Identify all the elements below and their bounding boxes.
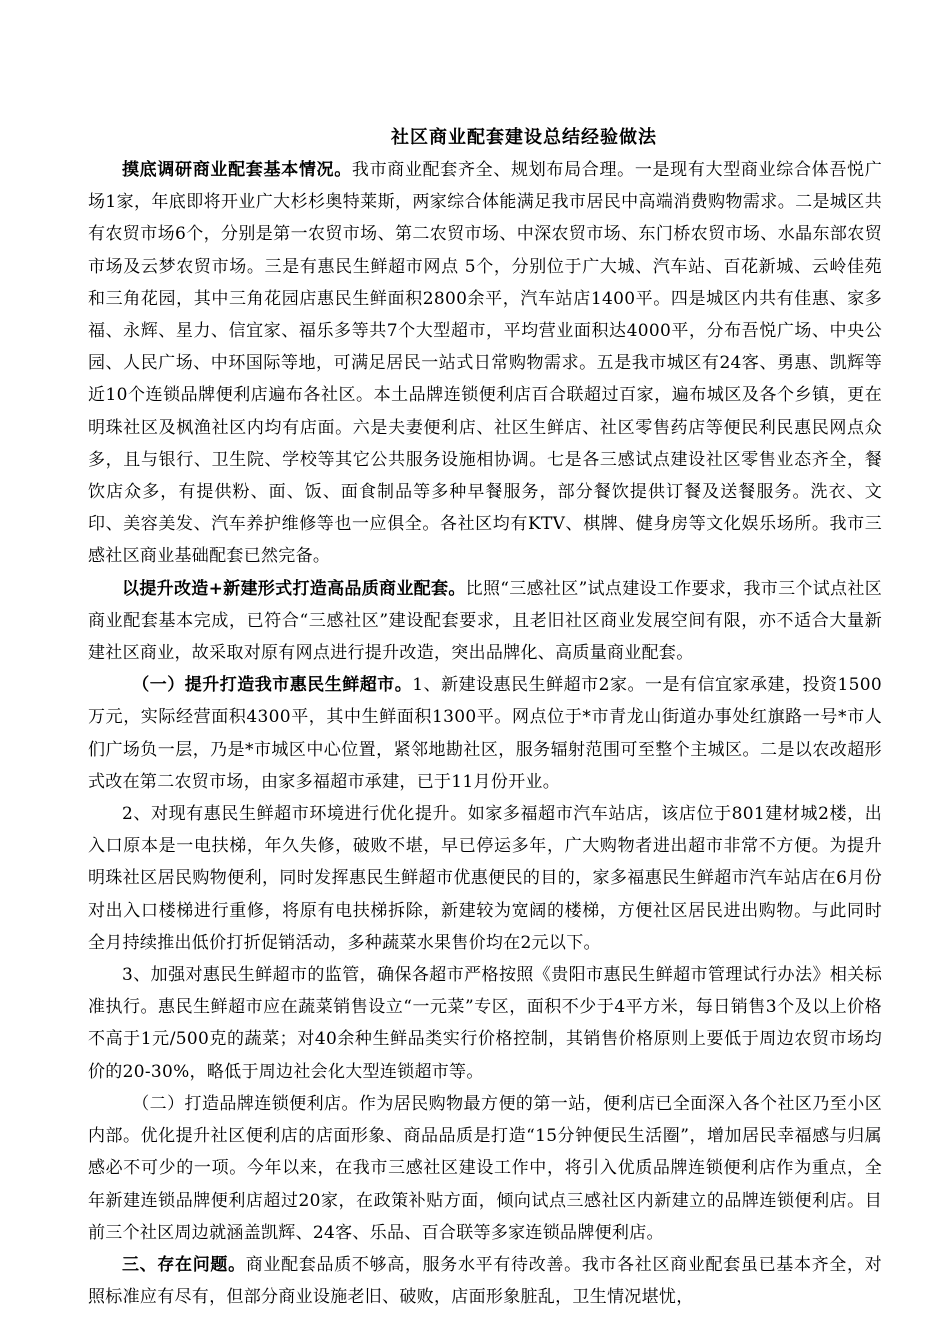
paragraph-section-2	[88, 1088, 882, 1249]
paragraph-body: （二）打造品牌连锁便利店。作为居民购物最方便的第一站，便利店已全面深入各个社区乃至小区内部。优化提升社区便利店的店面形象、商品品质是打造“15分钟便民生活圈”，增加居民幸福感与归属感必不可少的一项。今年以来，在我市三感社区建设工作中，将引入优质品牌连锁便利店作为重点，全年新建连锁品牌便利店超过20家，在政策补贴方面，倾向试点三感社区内新建立的品牌连锁便利店。目前三个社区周边就涵盖凯辉、24客、乐品、百合联等多家连锁品牌便利店。	[88, 1093, 882, 1243]
paragraph-lead: 摸底调研商业配套基本情况。	[122, 160, 352, 180]
paragraph-lead: （一）提升打造我市惠民生鲜超市。	[132, 675, 413, 696]
paragraph-lead: 以提升改造+新建形式打造高品质商业配套。	[122, 578, 466, 599]
paragraph-body: 3、加强对惠民生鲜超市的监管，确保各超市严格按照《贵阳市惠民生鲜超市管理试行办法》相关标准执行。惠民生鲜超市应在蔬菜销售设立“一元菜”专区，面积不少于4平方米，每日销售3个及以上价格不高于1元/500克的蔬菜；对40余种生鲜品类实行价格控制，其销售价格原则上要低于周边农贸市场均价的20-30%，略低于周边社会化大型连锁超市等。	[88, 965, 882, 1082]
paragraph-body: 商业配套品质不够高，服务水平有待改善。我市各社区商业配套虽已基本齐全，对照标准应有尽有，但部分商业设施老旧、破败，店面形象脏乱，卫生情况堪忧，	[88, 1254, 882, 1308]
paragraph-item-2	[88, 798, 882, 959]
paragraph-survey	[88, 154, 882, 573]
paragraph-body: 我市商业配套齐全、规划布局合理。一是现有大型商业综合体吾悦广场1家，年底即将开业广大杉杉奥特莱斯，两家综合体能满足我市居民中高端消费购物需求。二是城区共有农贸市场6个，分别是第一农贸市场、第二农贸市场、中深农贸市场、东门桥农贸市场、水晶东部农贸市场及云梦农贸市场。三是有惠民生鲜超市网点 5个，分别位于广大城、汽车站、百花新城、云岭佳苑和三角花园，其中三角花园店惠民生鲜面积2800余平，汽车站店1400平。四是城区内共有佳惠、家多福、永辉、星力、信宜家、福乐多等共7个大型超市，平均营业面积达4000平，分布吾悦广场、中央公园、人民广场、中环国际等地，可满足居民一站式日常购物需求。五是我市城区有24客、勇惠、凯辉等近10个连锁品牌便利店遍布各社区。本土品牌连锁便利店百合联超过百家，遍布城区及各个乡镇，更在明珠社区及枫渔社区内均有店面。六是夫妻便利店、社区生鲜店、社区零售药店等便民利民惠民网点众多，且与银行、卫生院、学校等其它公共服务设施相协调。七是各三感试点建设社区零售业态齐全，餐饮店众多，有提供粉、面、饭、面食制品等多种早餐服务，部分餐饮提供订餐及送餐服务。洗衣、文印、美容美发、汽车养护维修等也一应俱全。各社区均有KTV、棋牌、健身房等文化娱乐场所。我市三感社区商业基础配套已然完备。	[88, 160, 883, 567]
paragraph-problems	[88, 1249, 882, 1313]
document-title: 社区商业配套建设总结经验做法	[391, 127, 657, 148]
paragraph-upgrade	[88, 573, 882, 670]
document-page	[88, 122, 882, 1313]
paragraph-body: 2、对现有惠民生鲜超市环境进行优化提升。如家多福超市汽车站店，该店位于801建材城2楼，出入口原本是一电扶梯，年久失修，破败不堪，早已停运多年，广大购物者进出超市非常不方便。为提升明珠社区居民购物便利，同时发挥惠民生鲜超市优惠便民的目的，家多福惠民生鲜超市汽车站店在6月份对出入口楼梯进行重修，将原有电扶梯拆除，新建较为宽阔的楼梯，方便社区居民进出购物。与此同时全月持续推出低价打折促销活动，多种蔬菜水果售价均在2元以下。	[88, 804, 882, 953]
paragraph-section-1	[88, 669, 882, 798]
paragraph-body: 比照“三感社区”试点建设工作要求，我市三个试点社区商业配套基本完成，已符合“三感社区”建设配套要求，且老旧社区商业发展空间有限，亦不适合大量新建社区商业，故采取对原有网点进行提升改造，突出品牌化、高质量商业配套。	[88, 578, 882, 664]
paragraph-lead: 三、存在问题。	[122, 1254, 246, 1275]
paragraph-body: 1、新建设惠民生鲜超市2家。一是有信宜家承建，投资1500万元，实际经营面积4300平，其中生鲜面积1300平。网点位于*市青龙山街道办事处红旗路一号*市人们广场负一层，乃是*市城区中心位置，紧邻地勘社区，服务辐射范围可至整个主城区。二是以农改超形式改在第二农贸市场，由家多福超市承建，已于11月份开业。	[88, 675, 882, 792]
paragraph-item-3	[88, 959, 882, 1088]
